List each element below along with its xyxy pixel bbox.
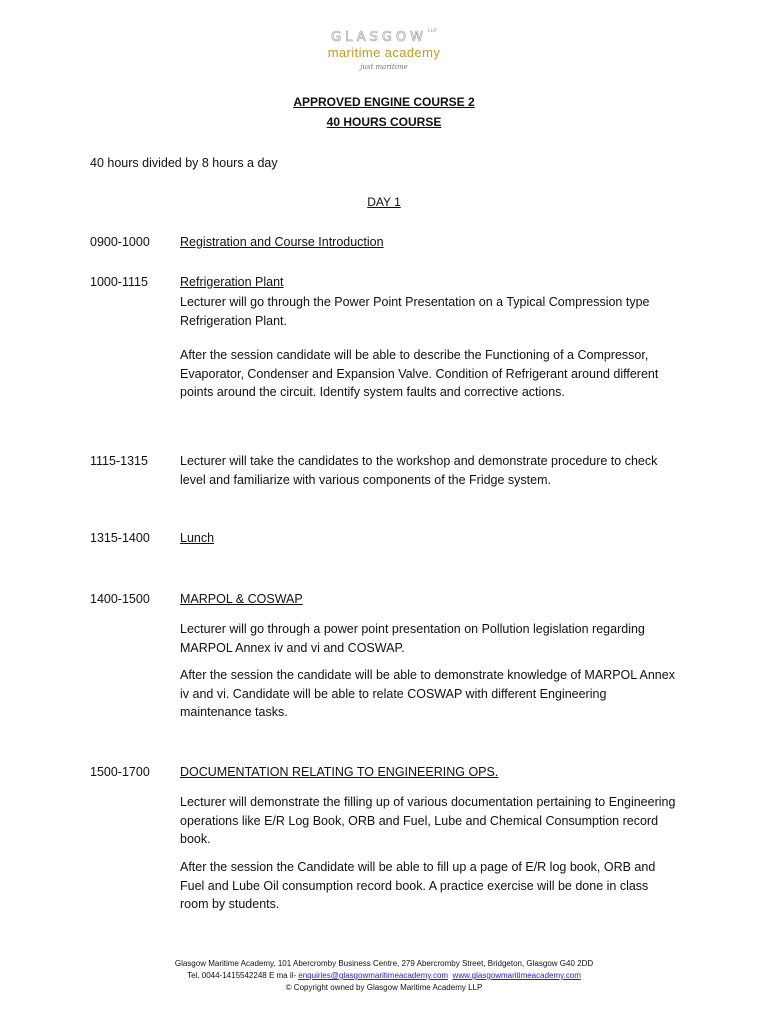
session-description: Lecturer will take the candidates to the workshop and demonstrate procedure to check level and familiarize with various components of the Fridge system. bbox=[180, 454, 658, 487]
logo-wordmark: GLASGOW bbox=[331, 30, 427, 45]
footer-email-link[interactable]: enquiries@glasgowmaritimeacademy.com bbox=[298, 971, 449, 980]
course-duration-title: 40 HOURS COURSE bbox=[326, 115, 442, 129]
day-heading: DAY 1 bbox=[367, 195, 401, 209]
course-title: APPROVED ENGINE COURSE 2 bbox=[293, 95, 475, 109]
session-title: Refrigeration Plant bbox=[180, 275, 284, 289]
logo-tagline: just maritime bbox=[360, 63, 408, 71]
logo-subtitle: maritime academy bbox=[327, 45, 441, 60]
intro-text: 40 hours divided by 8 hours a day bbox=[90, 156, 278, 170]
session-outcome: After the session candidate will be able to describe the Functioning of a Compressor, Evaporator, Condenser and Expansion Valve. Condition of Refrigerant around different points around the circuit. Identify system faults and corrective actions. bbox=[180, 348, 659, 399]
session-title: Lunch bbox=[180, 531, 215, 545]
session-description: Lecturer will go through the Power Point Presentation on a Typical Compression type Refrigeration Plant. bbox=[180, 295, 650, 328]
session-time: 1400-1500 bbox=[90, 592, 150, 606]
session-time: 1500-1700 bbox=[90, 765, 150, 779]
logo-registered-mark: LLP bbox=[428, 28, 437, 34]
footer-phone: Tel. 0044-1415542248 E ma il- bbox=[187, 971, 299, 980]
session-time: 1115-1315 bbox=[90, 454, 148, 468]
footer-address: Glasgow Maritime Academy, 101 Abercromby Business Centre, 279 Abercromby Street, Bridgeton, Glasgow G40 2DD bbox=[174, 959, 594, 968]
session-outcome: After the session the candidate will be able to demonstrate knowledge of MARPOL Annex iv and vi. Candidate will be able to relate COSWAP with different Engineering maintenance tasks. bbox=[180, 668, 675, 719]
session-description: Lecturer will go through a power point presentation on Pollution legislation regarding MARPOL Annex iv and vi and COSWAP. bbox=[180, 622, 645, 655]
session-title: MARPOL & COSWAP bbox=[180, 592, 303, 606]
session-title: DOCUMENTATION RELATING TO ENGINEERING OPS. bbox=[180, 765, 499, 779]
academy-logo bbox=[0, 28, 768, 71]
footer-copyright: © Copyright owned by Glasgow Maritime Academy LLP bbox=[285, 983, 483, 992]
session-time: 1000-1115 bbox=[90, 275, 148, 289]
session-outcome: After the session the Candidate will be able to fill up a page of E/R log book, ORB and Fuel and Lube Oil consumption record book. A practice exercise will be done in class room by students. bbox=[180, 860, 656, 911]
session-title: Registration and Course Introduction bbox=[180, 235, 384, 249]
footer-website-link[interactable]: www.glasgowmaritimeacademy.com bbox=[452, 971, 581, 980]
session-description: Lecturer will demonstrate the filling up of various documentation pertaining to Engineering operations like E/R Log Book, ORB and Fuel, Lube and Chemical Consumption record book. bbox=[180, 795, 676, 846]
session-time: 1315-1400 bbox=[90, 531, 150, 545]
session-time: 0900-1000 bbox=[90, 235, 150, 249]
footer-contact bbox=[0, 970, 768, 982]
